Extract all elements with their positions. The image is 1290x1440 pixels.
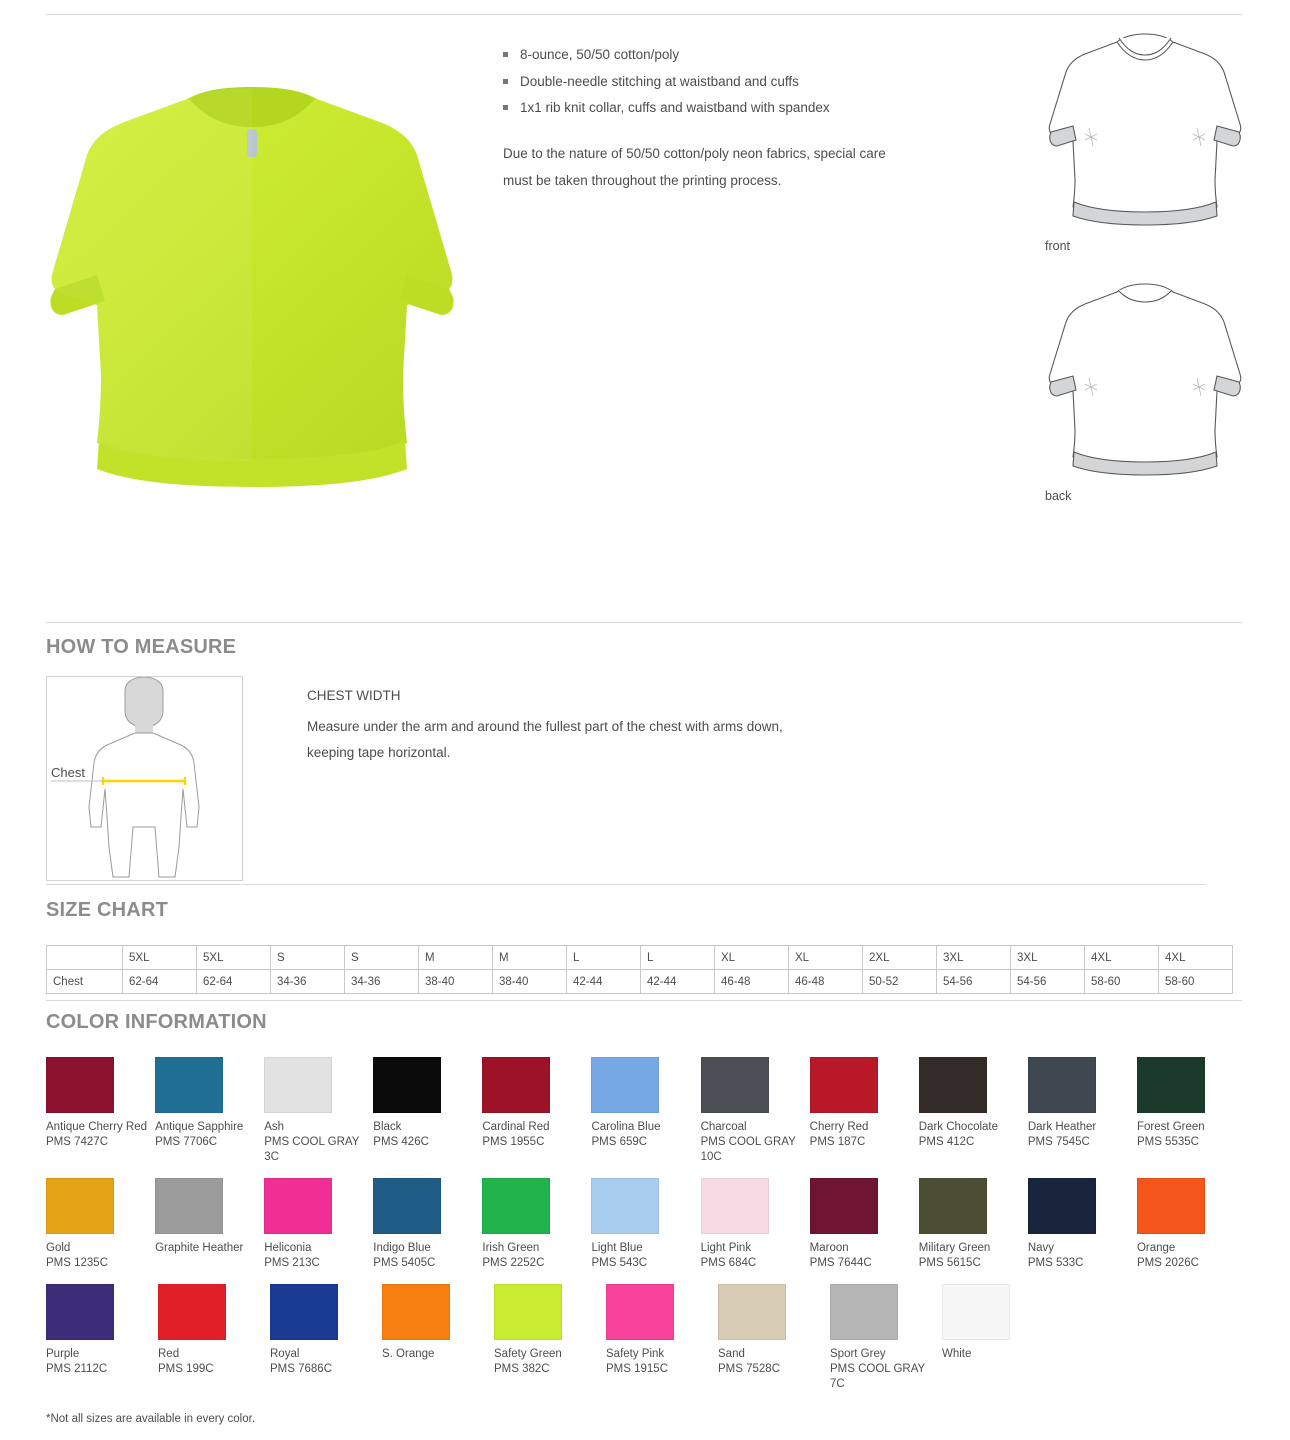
color-swatch-item[interactable] <box>1137 1057 1246 1165</box>
measure-diagram-label: Chest <box>51 765 85 780</box>
color-name: Charcoal <box>700 1121 747 1133</box>
color-pms-code: PMS 684C <box>700 1257 757 1269</box>
color-swatch[interactable] <box>591 1178 659 1234</box>
color-swatch-item[interactable] <box>810 1178 919 1271</box>
color-pms-code: PMS COOL GRAY 3C <box>264 1136 360 1163</box>
top-divider <box>46 14 1242 15</box>
color-pms-code: PMS 426C <box>373 1136 429 1148</box>
color-swatch[interactable] <box>701 1057 769 1113</box>
color-pms-code: PMS 5615C <box>918 1257 981 1269</box>
table-cell: 42-44 <box>567 970 641 994</box>
table-header-cell: S <box>345 946 419 970</box>
color-name: Carolina Blue <box>591 1121 661 1133</box>
color-swatch-item[interactable] <box>494 1284 606 1392</box>
color-name: Safety Pink <box>606 1348 665 1360</box>
color-row <box>46 1057 1246 1165</box>
lineart-back <box>1045 278 1245 503</box>
color-name: Graphite Heather <box>155 1242 244 1254</box>
color-swatch[interactable] <box>46 1178 114 1234</box>
color-swatch-item[interactable] <box>810 1057 919 1165</box>
color-pms-code: PMS 5535C <box>1136 1136 1199 1148</box>
color-name: Forest Green <box>1136 1121 1205 1133</box>
color-swatch-item[interactable] <box>382 1284 494 1392</box>
color-name: Maroon <box>809 1242 849 1254</box>
color-swatch-item[interactable] <box>46 1178 155 1271</box>
color-swatch[interactable] <box>373 1057 441 1113</box>
color-name: Dark Heather <box>1027 1121 1097 1133</box>
color-swatch-item[interactable] <box>155 1057 264 1165</box>
color-swatch-item[interactable] <box>701 1178 810 1271</box>
color-swatch-item[interactable] <box>264 1178 373 1271</box>
color-information-heading: COLOR INFORMATION <box>46 1011 267 1033</box>
color-swatch[interactable] <box>264 1178 332 1234</box>
color-name: Sport Grey <box>830 1348 886 1360</box>
list-item: 1x1 rib knit collar, cuffs and waistband with spandex <box>503 95 923 122</box>
color-swatch-item[interactable] <box>270 1284 382 1392</box>
size-chart-heading: SIZE CHART <box>46 899 168 921</box>
color-footnote: *Not all sizes are available in every color. <box>46 1413 256 1425</box>
table-header-cell: 3XL <box>937 946 1011 970</box>
color-pms-code: PMS 199C <box>158 1363 214 1375</box>
color-swatch[interactable] <box>270 1284 338 1340</box>
color-swatch[interactable] <box>606 1284 674 1340</box>
size-chart-table <box>46 945 1233 994</box>
color-name: Royal <box>270 1348 300 1360</box>
color-name: Indigo Blue <box>373 1242 431 1254</box>
table-cell: 34-36 <box>345 970 419 994</box>
color-swatch-item[interactable] <box>830 1284 942 1392</box>
color-swatch[interactable] <box>830 1284 898 1340</box>
table-header-cell: 4XL <box>1085 946 1159 970</box>
color-swatch-item[interactable] <box>155 1178 264 1271</box>
table-cell: 58-60 <box>1159 970 1233 994</box>
table-header-cell: 3XL <box>1011 946 1085 970</box>
color-name: Light Pink <box>700 1242 752 1254</box>
color-name: Gold <box>46 1242 71 1254</box>
how-to-measure-heading: HOW TO MEASURE <box>46 636 237 658</box>
color-swatch-item[interactable] <box>919 1178 1028 1271</box>
table-row-label: Chest <box>47 970 123 994</box>
color-swatch[interactable] <box>155 1057 223 1113</box>
color-swatch-item[interactable] <box>606 1284 718 1392</box>
color-pms-code: PMS 382C <box>494 1363 550 1375</box>
table-row <box>47 970 1233 994</box>
table-cell: 54-56 <box>937 970 1011 994</box>
color-swatch-item[interactable] <box>373 1057 482 1165</box>
color-swatch-item[interactable] <box>591 1057 700 1165</box>
color-pms-code: PMS 2026C <box>1136 1257 1199 1269</box>
table-cell: 50-52 <box>863 970 937 994</box>
color-swatch[interactable] <box>373 1178 441 1234</box>
table-header-cell: S <box>271 946 345 970</box>
table-cell: 62-64 <box>197 970 271 994</box>
table-header-cell: XL <box>715 946 789 970</box>
color-name: Red <box>158 1348 180 1360</box>
color-swatch[interactable] <box>1028 1178 1096 1234</box>
list-item: 8-ounce, 50/50 cotton/poly <box>503 42 923 69</box>
color-name: Light Blue <box>591 1242 643 1254</box>
table-header-cell: M <box>493 946 567 970</box>
table-header-cell: L <box>641 946 715 970</box>
color-pms-code: PMS COOL GRAY 7C <box>830 1363 926 1390</box>
table-cell: 46-48 <box>715 970 789 994</box>
table-header-cell: M <box>419 946 493 970</box>
color-swatch[interactable] <box>1137 1178 1205 1234</box>
color-name: Safety Green <box>494 1348 562 1360</box>
color-swatch[interactable] <box>264 1057 332 1113</box>
table-header-row <box>47 946 1233 970</box>
table-header-cell: 2XL <box>863 946 937 970</box>
table-header-cell: 5XL <box>197 946 271 970</box>
color-row <box>46 1284 1246 1392</box>
color-pms-code: PMS 7706C <box>155 1136 218 1148</box>
table-corner-cell <box>47 946 123 970</box>
color-name: Navy <box>1027 1242 1055 1254</box>
color-name: White <box>942 1348 972 1360</box>
color-pms-code: PMS 2112C <box>46 1363 108 1375</box>
color-swatch-item[interactable] <box>482 1057 591 1165</box>
color-swatch[interactable] <box>1028 1057 1096 1113</box>
measure-description: Measure under the arm and around the fullest part of the chest with arms down, keeping tape horizontal. <box>307 719 783 760</box>
color-pms-code: PMS 7528C <box>718 1363 781 1375</box>
color-swatch-item[interactable] <box>1028 1178 1137 1271</box>
measure-instructions <box>307 688 807 766</box>
color-swatch[interactable] <box>718 1284 786 1340</box>
color-swatch-item[interactable] <box>1137 1178 1246 1271</box>
color-swatch[interactable] <box>942 1284 1010 1340</box>
table-cell: 58-60 <box>1085 970 1159 994</box>
color-pms-code: PMS 2252C <box>482 1257 545 1269</box>
color-swatch-item[interactable] <box>1028 1057 1137 1165</box>
color-swatch[interactable] <box>810 1178 878 1234</box>
measure-diagram <box>46 676 243 881</box>
color-pms-code: PMS COOL GRAY 10C <box>700 1136 796 1163</box>
color-row <box>46 1178 1246 1271</box>
color-swatch[interactable] <box>155 1178 223 1234</box>
table-header-cell: 4XL <box>1159 946 1233 970</box>
color-pms-code: PMS 1235C <box>46 1257 109 1269</box>
table-cell: 62-64 <box>123 970 197 994</box>
color-swatch-item[interactable] <box>373 1178 482 1271</box>
table-header-cell: L <box>567 946 641 970</box>
lineart-front <box>1045 28 1245 253</box>
color-swatch[interactable] <box>591 1057 659 1113</box>
color-swatch[interactable] <box>919 1057 987 1113</box>
color-swatch-item[interactable] <box>264 1057 373 1165</box>
color-swatch[interactable] <box>810 1057 878 1113</box>
color-name: Antique Sapphire <box>155 1121 244 1133</box>
color-swatch-item[interactable] <box>701 1057 810 1165</box>
color-pms-code: PMS 1955C <box>482 1136 545 1148</box>
color-name: Military Green <box>918 1242 991 1254</box>
color-swatch-item[interactable] <box>942 1284 1054 1392</box>
color-swatch-item[interactable] <box>46 1284 158 1392</box>
color-swatch-item[interactable] <box>718 1284 830 1392</box>
table-cell: 38-40 <box>419 970 493 994</box>
color-name: Cardinal Red <box>482 1121 550 1133</box>
color-swatch[interactable] <box>46 1284 114 1340</box>
color-pms-code: PMS 187C <box>809 1136 866 1148</box>
color-swatch-item[interactable] <box>46 1057 155 1165</box>
color-swatch-item[interactable] <box>591 1178 700 1271</box>
color-information-divider <box>46 1000 1242 1001</box>
feature-list <box>503 42 923 122</box>
how-to-measure-divider <box>46 622 1242 623</box>
color-swatch[interactable] <box>701 1178 769 1234</box>
printing-note: Due to the nature of 50/50 cotton/poly neon fabrics, special care must be taken throughout the printing process. <box>503 146 886 188</box>
color-pms-code: PMS 213C <box>264 1257 320 1269</box>
color-pms-code: PMS 5405C <box>373 1257 436 1269</box>
size-chart-divider <box>46 884 1206 885</box>
color-swatch[interactable] <box>919 1178 987 1234</box>
color-swatch[interactable] <box>482 1178 550 1234</box>
color-name: Ash <box>264 1121 285 1133</box>
table-cell: 34-36 <box>271 970 345 994</box>
lineart-front-caption: front <box>1045 239 1071 253</box>
table-cell: 38-40 <box>493 970 567 994</box>
list-item: Double-needle stitching at waistband and cuffs <box>503 69 923 96</box>
color-swatch[interactable] <box>494 1284 562 1340</box>
color-swatch[interactable] <box>382 1284 450 1340</box>
color-pms-code: PMS 7427C <box>46 1136 109 1148</box>
table-cell: 46-48 <box>789 970 863 994</box>
color-pms-code: PMS 7686C <box>270 1363 333 1375</box>
color-swatch[interactable] <box>158 1284 226 1340</box>
color-swatch[interactable] <box>1137 1057 1205 1113</box>
table-cell: 54-56 <box>1011 970 1085 994</box>
color-pms-code: PMS 659C <box>591 1136 648 1148</box>
color-grid <box>46 1057 1246 1405</box>
table-header-cell: XL <box>789 946 863 970</box>
lineart-back-caption: back <box>1045 489 1072 503</box>
color-name: Purple <box>46 1348 80 1360</box>
color-swatch-item[interactable] <box>919 1057 1028 1165</box>
measure-label: CHEST WIDTH <box>307 688 401 703</box>
color-pms-code: PMS 412C <box>918 1136 975 1148</box>
color-name: Irish Green <box>482 1242 540 1254</box>
color-swatch[interactable] <box>46 1057 114 1113</box>
color-name: Dark Chocolate <box>918 1121 999 1133</box>
color-name: Antique Cherry Red <box>46 1121 147 1133</box>
color-pms-code: PMS 543C <box>591 1257 648 1269</box>
color-pms-code: PMS 533C <box>1027 1257 1084 1269</box>
color-swatch-item[interactable] <box>158 1284 270 1392</box>
product-photo <box>47 75 457 495</box>
color-name: S. Orange <box>382 1348 435 1360</box>
color-name: Black <box>373 1121 402 1133</box>
color-swatch-item[interactable] <box>482 1178 591 1271</box>
color-name: Sand <box>718 1348 745 1360</box>
color-pms-code: PMS 1915C <box>606 1363 669 1375</box>
table-cell: 42-44 <box>641 970 715 994</box>
color-name: Cherry Red <box>809 1121 869 1133</box>
color-pms-code: PMS 7545C <box>1027 1136 1090 1148</box>
color-swatch[interactable] <box>482 1057 550 1113</box>
color-pms-code: PMS 7644C <box>809 1257 872 1269</box>
color-name: Heliconia <box>264 1242 312 1254</box>
table-header-cell: 5XL <box>123 946 197 970</box>
color-name: Orange <box>1136 1242 1176 1254</box>
